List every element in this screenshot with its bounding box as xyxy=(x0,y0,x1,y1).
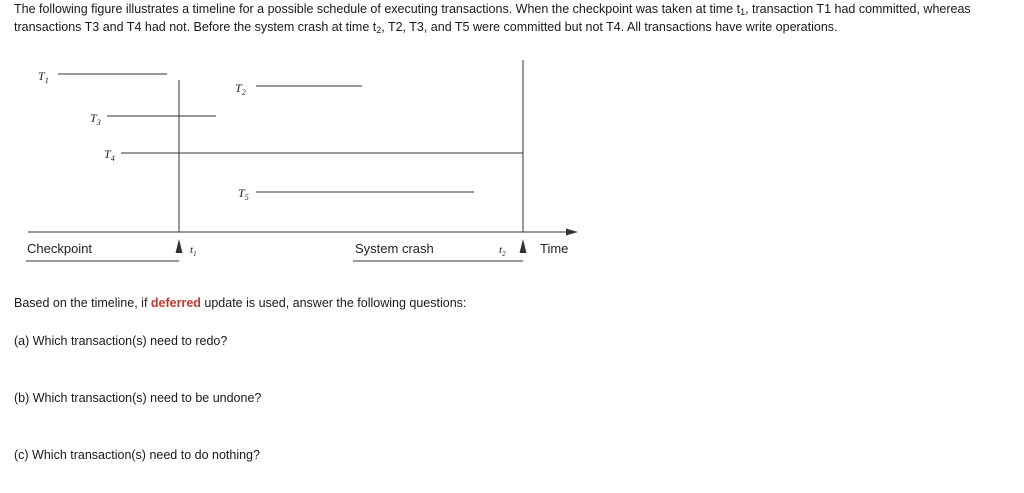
deferred-highlight: deferred xyxy=(150,296,201,310)
time-axis-arrowhead xyxy=(566,229,578,236)
question-a: (a) Which transaction(s) need to redo? xyxy=(14,334,228,348)
intro-text-1: The following figure illustrates a timeline for a possible schedule of executing transactions. When the checkpoint was taken at time t xyxy=(14,2,741,16)
label-t4: $T_4$ xyxy=(104,147,115,163)
label-t5: $T_5$ xyxy=(238,186,249,202)
intro-sub-1: 1 xyxy=(740,7,746,17)
question-intro-before: Based on the timeline, if xyxy=(14,296,151,310)
question-intro xyxy=(14,296,466,310)
label-t1: $T_1$ xyxy=(38,69,49,85)
crash-up-arrow-icon xyxy=(520,239,527,253)
system-crash-label: System crash xyxy=(355,241,434,256)
question-c: (c) Which transaction(s) need to do nothing? xyxy=(14,448,260,462)
checkpoint-label: Checkpoint xyxy=(27,241,93,256)
question-intro-after: update is used, answer the following questions: xyxy=(200,296,467,310)
checkpoint-up-arrow-icon xyxy=(176,239,183,253)
time-t2-label: $t_2$ xyxy=(499,244,506,258)
intro-sub-2: 2 xyxy=(376,25,382,35)
time-axis-label: Time xyxy=(540,241,569,256)
time-t1-label: $t_1$ xyxy=(190,244,197,258)
question-b: (b) Which transaction(s) need to be undone? xyxy=(14,391,262,405)
label-t3: $T_3$ xyxy=(90,111,101,127)
intro-text-3: , T2, T3, and T5 were committed but not T4. All transactions have write operations. xyxy=(381,20,838,34)
intro-text-2: , transaction T1 had committed, whereas transactions T3 and T4 had not. Before the system crash at time t xyxy=(14,2,971,34)
label-t2: $T_2$ xyxy=(235,81,246,97)
